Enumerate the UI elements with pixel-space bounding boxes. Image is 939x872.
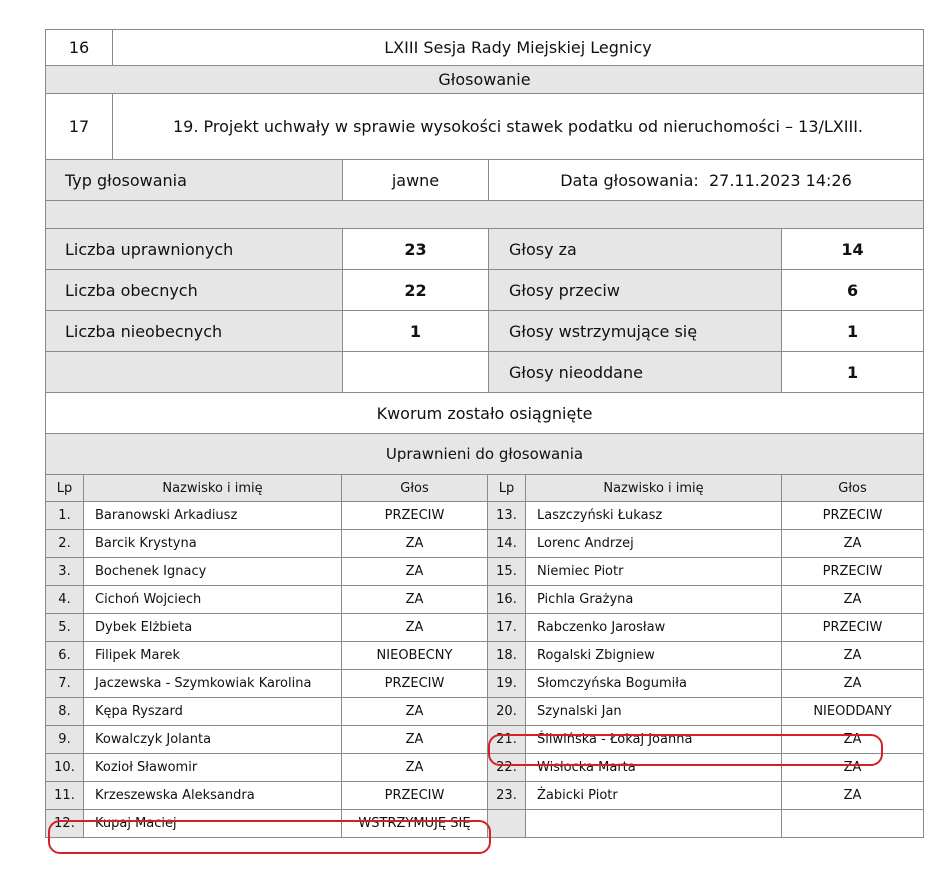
quorum-status: Kworum zostało osiągnięte: [46, 393, 924, 434]
vote-date: [489, 160, 924, 201]
item-number: 17: [46, 94, 113, 160]
table-row: [46, 810, 924, 838]
section-title: Głosowanie: [46, 66, 924, 94]
voter-vote: ZA: [342, 698, 488, 726]
voter-number: 1.: [46, 502, 84, 530]
voter-vote: ZA: [782, 670, 924, 698]
voter-number: 13.: [488, 502, 526, 530]
voter-number: 6.: [46, 642, 84, 670]
table-row: [46, 502, 924, 530]
col-name-left: Nazwisko i imię: [84, 475, 342, 502]
voter-number: 2.: [46, 530, 84, 558]
col-name-right: Nazwisko i imię: [526, 475, 782, 502]
voter-number: 23.: [488, 782, 526, 810]
voter-name: Kupaj Maciej: [84, 810, 342, 838]
col-vote-left: Głos: [342, 475, 488, 502]
voter-name: [526, 810, 782, 838]
voter-name: Kowalczyk Jolanta: [84, 726, 342, 754]
table-row: [46, 586, 924, 614]
table-row: [46, 530, 924, 558]
voter-number: [488, 810, 526, 838]
entitled-label: Liczba uprawnionych: [46, 229, 343, 270]
table-row: [46, 698, 924, 726]
voter-number: 5.: [46, 614, 84, 642]
votes-notcast-value: 1: [782, 352, 924, 393]
present-value: 22: [343, 270, 489, 311]
voter-number: 20.: [488, 698, 526, 726]
voter-vote: ZA: [782, 642, 924, 670]
voter-name: Baranowski Arkadiusz: [84, 502, 342, 530]
votes-against-value: 6: [782, 270, 924, 311]
voter-vote: ZA: [342, 586, 488, 614]
voter-name: Dybek Elżbieta: [84, 614, 342, 642]
voter-vote: ZA: [342, 726, 488, 754]
col-vote-right: Głos: [782, 475, 924, 502]
voter-name: Słomczyńska Bogumiła: [526, 670, 782, 698]
session-title: LXIII Sesja Rady Miejskiej Legnicy: [113, 30, 924, 66]
vote-date-label: Data głosowania:: [560, 170, 699, 190]
voter-vote: ZA: [342, 530, 488, 558]
voters-table: [45, 474, 924, 838]
col-lp-left: Lp: [46, 475, 84, 502]
voter-number: 14.: [488, 530, 526, 558]
votes-abstain-value: 1: [782, 311, 924, 352]
table-row: [46, 642, 924, 670]
voter-vote: NIEODDANY: [782, 698, 924, 726]
vote-type-label: Typ głosowania: [46, 160, 343, 201]
voter-name: Laszczyński Łukasz: [526, 502, 782, 530]
vote-type-value: jawne: [343, 160, 489, 201]
voter-name: Żabicki Piotr: [526, 782, 782, 810]
voter-name: Krzeszewska Aleksandra: [84, 782, 342, 810]
voter-vote: PRZECIW: [782, 614, 924, 642]
voter-number: 9.: [46, 726, 84, 754]
voter-vote: PRZECIW: [342, 502, 488, 530]
voter-vote: ZA: [342, 558, 488, 586]
voter-name: Bochenek Ignacy: [84, 558, 342, 586]
voter-name: Kępa Ryszard: [84, 698, 342, 726]
voter-number: 4.: [46, 586, 84, 614]
table-row: [46, 726, 924, 754]
voter-number: 16.: [488, 586, 526, 614]
table-row: [46, 614, 924, 642]
voter-name: Jaczewska - Szymkowiak Karolina: [84, 670, 342, 698]
voter-number: 7.: [46, 670, 84, 698]
voters-title: Uprawnieni do głosowania: [46, 434, 924, 475]
voter-vote: ZA: [782, 530, 924, 558]
voter-vote: [782, 810, 924, 838]
voting-document: [45, 29, 923, 838]
voter-name: Rogalski Zbigniew: [526, 642, 782, 670]
vote-date-value: 27.11.2023 14:26: [708, 170, 852, 190]
voter-vote: ZA: [342, 614, 488, 642]
table-row: [46, 782, 924, 810]
voter-vote: PRZECIW: [342, 670, 488, 698]
voter-vote: WSTRZYMUJĘ SIĘ: [342, 810, 488, 838]
voter-name: Filipek Marek: [84, 642, 342, 670]
voter-number: 21.: [488, 726, 526, 754]
voter-vote: ZA: [782, 726, 924, 754]
voter-vote: ZA: [782, 754, 924, 782]
voter-number: 10.: [46, 754, 84, 782]
table-row: [46, 558, 924, 586]
voter-number: 19.: [488, 670, 526, 698]
voter-name: Szynalski Jan: [526, 698, 782, 726]
voter-vote: PRZECIW: [782, 502, 924, 530]
voter-number: 11.: [46, 782, 84, 810]
present-label: Liczba obecnych: [46, 270, 343, 311]
session-number: 16: [46, 30, 113, 66]
voter-number: 17.: [488, 614, 526, 642]
voter-vote: ZA: [782, 586, 924, 614]
empty-value-cell: [343, 352, 489, 393]
voter-name: Wisłocka Marta: [526, 754, 782, 782]
votes-for-value: 14: [782, 229, 924, 270]
voter-number: 15.: [488, 558, 526, 586]
voter-name: Śliwińska - Łokaj Joanna: [526, 726, 782, 754]
voter-name: Lorenc Andrzej: [526, 530, 782, 558]
voter-name: Pichla Grażyna: [526, 586, 782, 614]
voter-number: 18.: [488, 642, 526, 670]
voter-vote: ZA: [342, 754, 488, 782]
absent-label: Liczba nieobecnych: [46, 311, 343, 352]
table-row: [46, 670, 924, 698]
voter-name: Cichoń Wojciech: [84, 586, 342, 614]
absent-value: 1: [343, 311, 489, 352]
voter-name: Barcik Krystyna: [84, 530, 342, 558]
votes-for-label: Głosy za: [489, 229, 782, 270]
empty-label-cell: [46, 352, 343, 393]
voter-vote: NIEOBECNY: [342, 642, 488, 670]
voter-vote: ZA: [782, 782, 924, 810]
voter-number: 12.: [46, 810, 84, 838]
header-table: [45, 29, 924, 475]
voter-name: Niemiec Piotr: [526, 558, 782, 586]
votes-abstain-label: Głosy wstrzymujące się: [489, 311, 782, 352]
voter-vote: PRZECIW: [782, 558, 924, 586]
table-row: [46, 754, 924, 782]
voter-number: 8.: [46, 698, 84, 726]
voter-number: 3.: [46, 558, 84, 586]
votes-notcast-label: Głosy nieoddane: [489, 352, 782, 393]
votes-against-label: Głosy przeciw: [489, 270, 782, 311]
item-title: 19. Projekt uchwały w sprawie wysokości stawek podatku od nieruchomości – 13/LXIII.: [113, 94, 924, 160]
voter-vote: PRZECIW: [342, 782, 488, 810]
voter-number: 22.: [488, 754, 526, 782]
voter-name: Rabczenko Jarosław: [526, 614, 782, 642]
voter-name: Kozioł Sławomir: [84, 754, 342, 782]
col-lp-right: Lp: [488, 475, 526, 502]
spacer-row: [46, 201, 924, 229]
entitled-value: 23: [343, 229, 489, 270]
